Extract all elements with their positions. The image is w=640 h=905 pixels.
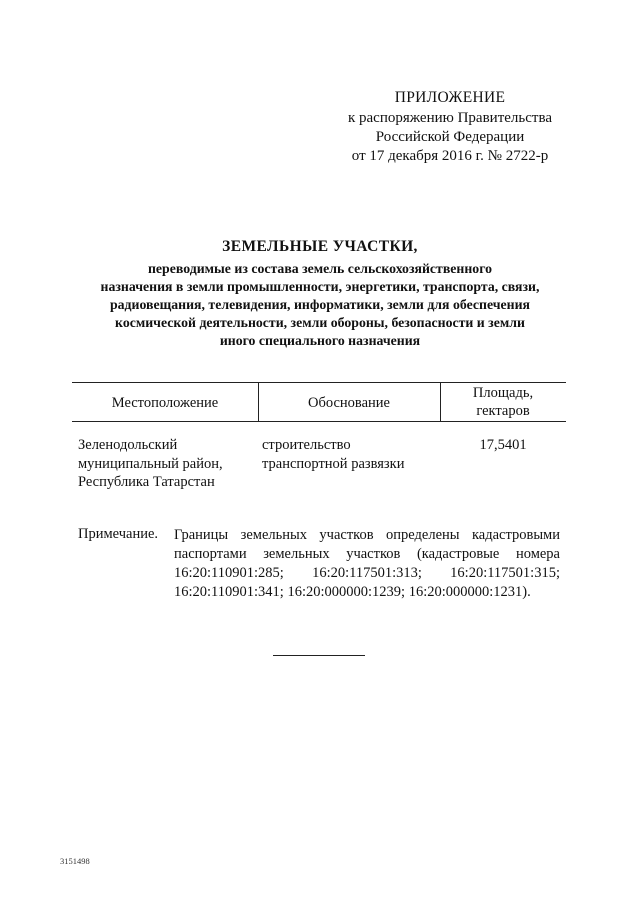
closing-separator bbox=[273, 655, 365, 656]
table-top-rule bbox=[72, 382, 566, 383]
appendix-block bbox=[330, 88, 570, 166]
header-area-line: Площадь, bbox=[472, 385, 534, 401]
cell-basis-line: транспортной развязки bbox=[262, 455, 405, 472]
note-text: Границы земельных участков определены кадастровыми паспортами земельных участков (кадастровые номера 16:20:110901:285; 16:20:117501:313; 16:20:117501:315; 16:20:110901:341; 16:20:000000:1239; 16:20:000000:1231). bbox=[174, 527, 560, 600]
cell-basis-line: строительство bbox=[262, 437, 351, 453]
header-location: Местоположение bbox=[111, 395, 219, 411]
cell-location-line: муниципальный район, bbox=[78, 455, 223, 472]
heading-subtitle bbox=[60, 260, 580, 350]
appendix-line-1: к распоряжению Правительства bbox=[347, 110, 552, 126]
appendix-line-3: от 17 декабря 2016 г. № 2722-р bbox=[351, 148, 549, 164]
header-basis: Обоснование bbox=[308, 395, 390, 411]
cell-basis bbox=[262, 436, 440, 473]
document-heading bbox=[60, 238, 580, 350]
cell-location-line: Республика Татарстан bbox=[78, 474, 215, 490]
header-area-line: гектаров bbox=[476, 403, 530, 419]
appendix-line-2: Российской Федерации bbox=[375, 129, 525, 145]
heading-sub-line: радиовещания, телевидения, информатики, земли для обеспечения bbox=[109, 297, 530, 312]
cell-area: 17,5401 bbox=[479, 437, 527, 453]
cell-location-line: Зеленодольский bbox=[78, 437, 178, 453]
heading-sub-line: иного специального назначения bbox=[219, 333, 421, 348]
heading-sub-line: назначения в земли промышленности, энергетики, транспорта, связи, bbox=[100, 279, 540, 294]
table-header-rule bbox=[72, 421, 566, 422]
heading-sub-line: космической деятельности, земли обороны, безопасности и земли bbox=[115, 315, 525, 330]
header-area bbox=[440, 384, 566, 420]
appendix-title: ПРИЛОЖЕНИЕ bbox=[394, 89, 506, 106]
cell-location bbox=[78, 436, 258, 492]
document-number: 3151498 bbox=[60, 856, 90, 866]
heading-title: ЗЕМЕЛЬНЫЕ УЧАСТКИ, bbox=[222, 238, 418, 255]
heading-sub-line: переводимые из состава земель сельскохозяйственного bbox=[147, 261, 493, 276]
note-label: Примечание. bbox=[78, 526, 159, 542]
